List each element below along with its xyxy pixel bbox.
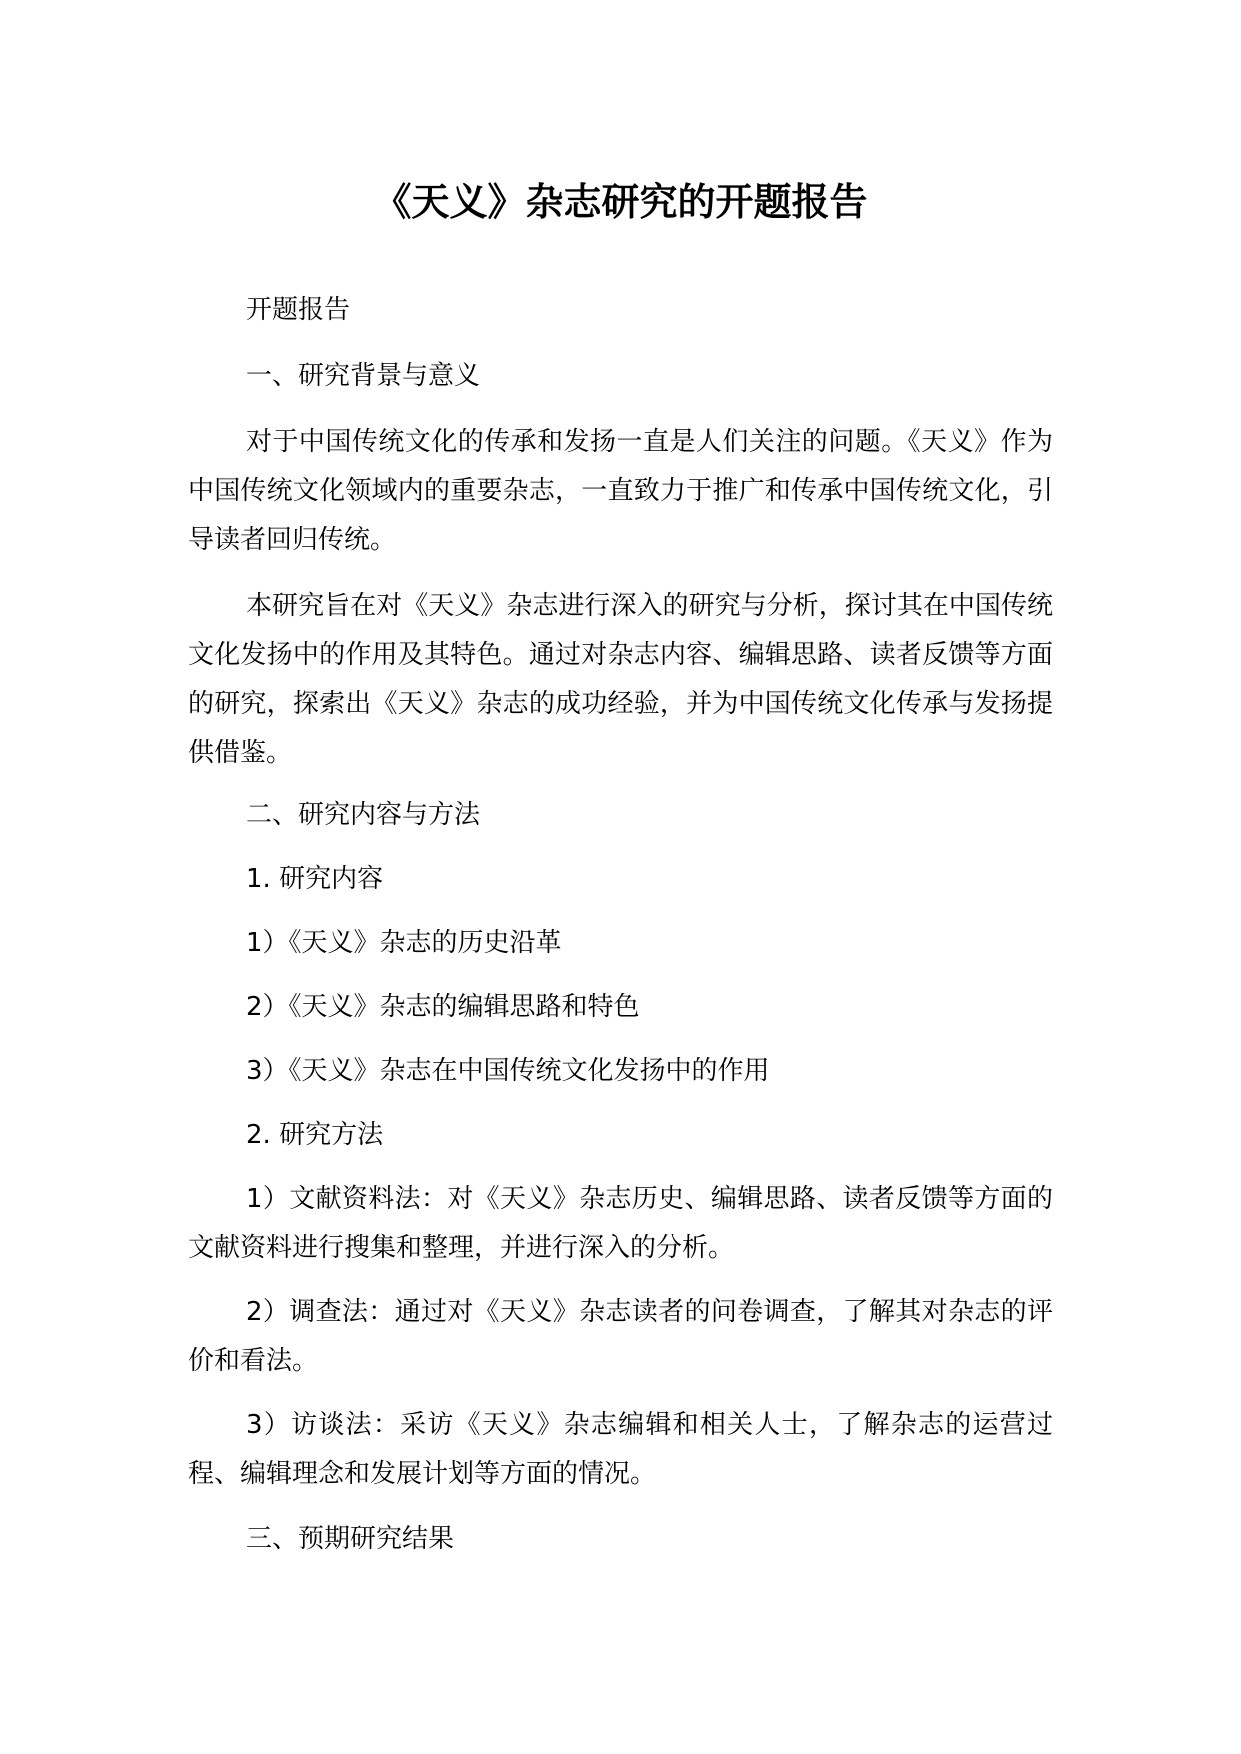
list-item-content-2: 2）《天义》杂志的编辑思路和特色 bbox=[246, 992, 640, 1022]
paragraph-aim: 本研究旨在对《天义》杂志进行深入的研究与分析，探讨其在中国传统文化发扬中的作用及其特色。通过对杂志内容、编辑思路、读者反馈等方面的研究，探索出《天义》杂志的成功经验，并为中国传统文化传承与发扬提供借鉴。 bbox=[188, 591, 1053, 768]
list-item-content-3: 3）《天义》杂志在中国传统文化发扬中的作用 bbox=[246, 1056, 770, 1086]
section-heading-1: 一、研究背景与意义 bbox=[246, 361, 481, 391]
list-item-content-1: 1）《天义》杂志的历史沿革 bbox=[246, 928, 562, 958]
list-item-method-1: 1）文献资料法：对《天义》杂志历史、编辑思路、读者反馈等方面的文献资料进行搜集和整理，并进行深入的分析。 bbox=[188, 1184, 1053, 1263]
section-heading-3: 三、预期研究结果 bbox=[246, 1524, 455, 1554]
paragraph-background: 对于中国传统文化的传承和发扬一直是人们关注的问题。《天义》作为中国传统文化领域内的重要杂志，一直致力于推广和传承中国传统文化，引导读者回归传统。 bbox=[188, 427, 1053, 555]
subheading-method: 2. 研究方法 bbox=[246, 1120, 384, 1150]
section-heading-2: 二、研究内容与方法 bbox=[246, 800, 481, 830]
list-item-method-2: 2）调查法：通过对《天义》杂志读者的问卷调查，了解其对杂志的评价和看法。 bbox=[188, 1297, 1053, 1376]
heading-kaiti-baogao: 开题报告 bbox=[246, 295, 351, 325]
subheading-content: 1. 研究内容 bbox=[246, 864, 384, 894]
list-item-method-3: 3）访谈法：采访《天义》杂志编辑和相关人士，了解杂志的运营过程、编辑理念和发展计划等方面的情况。 bbox=[188, 1410, 1053, 1489]
document-title: 《天义》杂志研究的开题报告 bbox=[373, 180, 868, 224]
